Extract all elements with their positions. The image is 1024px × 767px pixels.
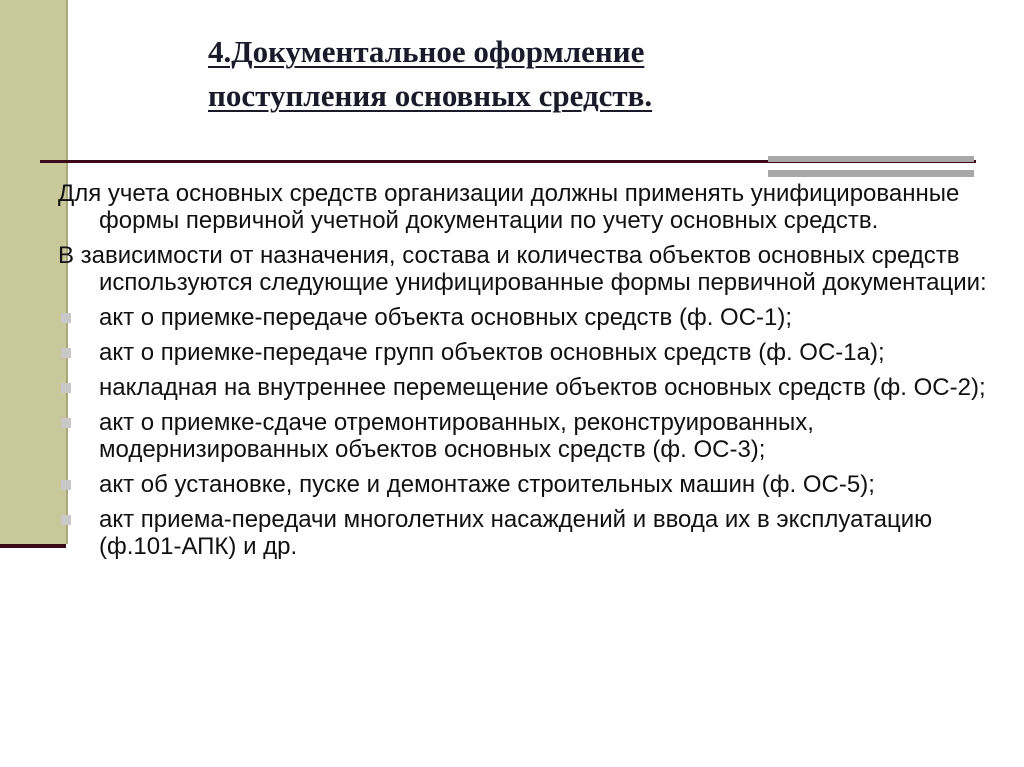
list-item: [58, 339, 992, 366]
slide-title-line-1: 4.Документальное оформление: [208, 34, 645, 69]
list-item: [58, 506, 992, 560]
slide-body: [58, 180, 992, 568]
list-item-text: акт об установке, пуске и демонтаже строительных машин (ф. ОС-5);: [99, 471, 875, 498]
slide-title: [208, 30, 908, 118]
side-band-underline: [0, 544, 66, 548]
list-item: [58, 409, 992, 463]
list-item-text: акт приема-передачи многолетних насаждений и ввода их в эксплуатацию (ф.101-АПК) и др.: [99, 506, 933, 560]
square-bullet-icon: [61, 515, 71, 525]
list-item: [58, 374, 992, 401]
list-item-text: акт о приемке-передаче групп объектов основных средств (ф. ОС-1а);: [99, 339, 885, 366]
list-item-text: акт о приемке-передаче объекта основных средств (ф. ОС-1);: [99, 304, 793, 331]
list-item-text: акт о приемке-сдаче отремонтированных, реконструированных, модернизированных объектов основных средств (ф. ОС-3);: [99, 409, 814, 463]
divider-accent-bar-top: [768, 156, 974, 162]
square-bullet-icon: [61, 313, 71, 323]
list-item-text: накладная на внутреннее перемещение объектов основных средств (ф. ОС-2);: [99, 374, 986, 401]
paragraph: Для учета основных средств организации должны применять унифицированные формы первичной учетной документации по учету основных средств.: [58, 180, 960, 234]
paragraph: В зависимости от назначения, состава и количества объектов основных средств используются следующие унифицированные формы первичной документации:: [58, 242, 987, 296]
square-bullet-icon: [61, 418, 71, 428]
list-item: [58, 304, 992, 331]
slide-title-line-2: поступления основных средств.: [208, 78, 653, 113]
square-bullet-icon: [61, 383, 71, 393]
square-bullet-icon: [61, 480, 71, 490]
list-item: [58, 471, 992, 498]
square-bullet-icon: [61, 348, 71, 358]
divider-accent-bar-bottom: [768, 170, 974, 177]
